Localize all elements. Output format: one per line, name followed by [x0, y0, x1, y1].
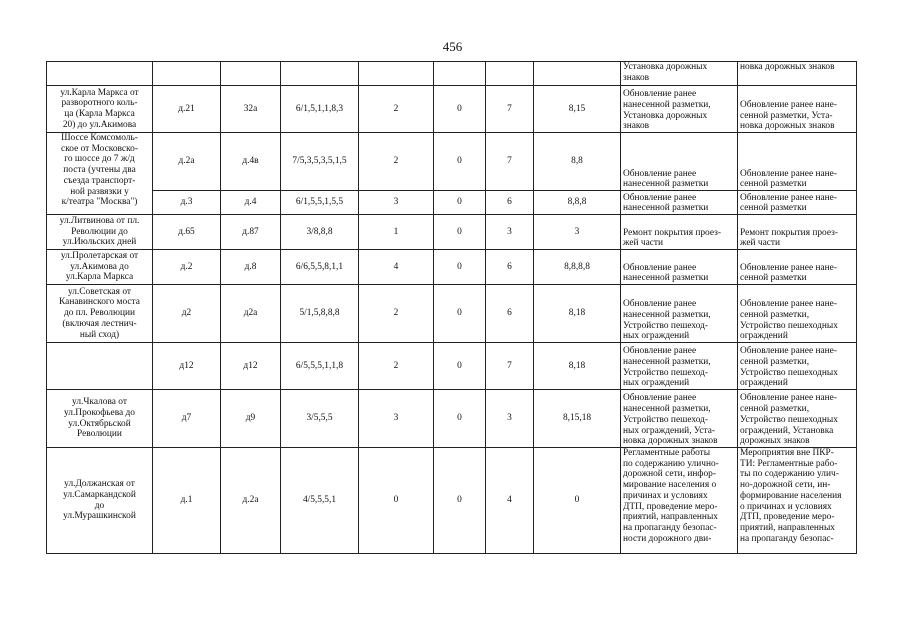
value-cell-c7: 8,15 — [534, 86, 621, 133]
value-cell-c6: 6 — [486, 250, 534, 285]
value-cell-c5: 0 — [434, 448, 486, 554]
measures-cell-line: Установка дорожных — [623, 62, 708, 72]
street-cell-line: к/театра "Москва") — [61, 197, 138, 208]
value-cell-c6: 6 — [486, 285, 534, 343]
measures-cell-line: нанесенной разметки, — [623, 404, 711, 415]
note-cell-line: ограждений — [740, 331, 788, 342]
value-cell-c5: 0 — [434, 250, 486, 285]
value-cell-c7: 8,8,8 — [534, 191, 621, 215]
value-cell-c5: 0 — [434, 86, 486, 133]
value-cell-c4: 2 — [359, 285, 434, 343]
street-cell-line: ул.Мурашкинской — [63, 511, 136, 522]
value-cell-c4 — [359, 62, 434, 86]
street-cell-line: ул.Прокофьева до — [64, 407, 135, 418]
street-cell — [47, 86, 153, 133]
street-cell — [47, 448, 153, 554]
measures-cell-line: Устройство пешеход- — [623, 320, 708, 331]
street-cell-line: Канавинского моста — [59, 297, 140, 308]
measures-cell-line: ных ограждений — [623, 331, 690, 342]
value-cell-c4: 3 — [359, 390, 434, 448]
measures-cell-line: знаков — [623, 72, 650, 83]
value-cell-c7: 3 — [534, 215, 621, 250]
note-cell-line: формирование населения — [740, 490, 842, 501]
measures-cell — [621, 250, 738, 285]
value-cell-c4: 1 — [359, 215, 434, 250]
value-cell-c2: д9 — [221, 390, 281, 448]
value-cell-c6 — [486, 62, 534, 86]
street-cell-line: (включая лестнич- — [62, 318, 137, 329]
measures-cell — [621, 191, 738, 215]
value-cell-c1: д.2 — [153, 250, 221, 285]
note-cell-line: на пропаганду безопас- — [740, 533, 834, 544]
value-cell-c3: 6/6,5,5,8,1,1 — [281, 250, 359, 285]
measures-cell-line: Регламентные работы — [623, 448, 711, 458]
measures-cell-line: знаков — [623, 121, 650, 132]
measures-cell-line: Обновление ранее — [623, 346, 697, 357]
value-cell-c3 — [281, 62, 359, 86]
value-cell-c1: д.65 — [153, 215, 221, 250]
value-cell-c6: 7 — [486, 133, 534, 191]
value-cell-c5: 0 — [434, 390, 486, 448]
note-cell-line: Обновление ранее нане- — [740, 192, 837, 203]
value-cell-c5: 0 — [434, 191, 486, 215]
value-cell-c5: 0 — [434, 285, 486, 343]
measures-cell-line: Ремонт покрытия проез- — [623, 227, 721, 238]
value-cell-c4: 2 — [359, 343, 434, 390]
street-cell-line: разворотного коль- — [61, 98, 138, 109]
measures-cell-line: на пропаганду безопас- — [623, 522, 717, 533]
table-row — [47, 448, 857, 554]
measures-cell-line: Устройство пешеход- — [623, 367, 708, 378]
note-cell — [738, 86, 857, 133]
table-row — [47, 343, 857, 390]
street-cell-line: поста (учтены два — [63, 165, 136, 176]
note-cell — [738, 133, 857, 191]
street-cell — [47, 285, 153, 343]
measures-cell — [621, 343, 738, 390]
measures-cell-line: Установка дорожных — [623, 110, 708, 121]
note-cell-line: новка дорожных знаков — [740, 62, 835, 72]
note-cell — [738, 62, 857, 86]
street-cell-line: ул.Должанская от — [64, 479, 135, 490]
street-cell-line: ца (Карла Маркса — [64, 109, 135, 119]
measures-cell — [621, 62, 738, 86]
table-row — [47, 191, 857, 215]
street-cell-line: ной развязки у — [70, 186, 129, 197]
note-cell-line: сенной разметки, Уста- — [740, 110, 833, 121]
measures-cell-line: Обновление ранее — [623, 89, 697, 100]
street-cell-line: Революции до — [71, 226, 128, 237]
value-cell-c1: д.2а — [153, 133, 221, 191]
value-cell-c5: 0 — [434, 215, 486, 250]
measures-cell-line: приятий, направленных — [623, 512, 718, 523]
value-cell-c5: 0 — [434, 343, 486, 390]
note-cell-line: Ремонт покрытия проез- — [740, 227, 838, 238]
street-cell-line: до — [94, 500, 105, 511]
value-cell-c3: 6/1,5,1,1,8,3 — [281, 86, 359, 133]
value-cell-c2: 32а — [221, 86, 281, 133]
note-cell-line: Обновление ранее нане- — [740, 262, 837, 273]
road-works-table — [46, 61, 857, 554]
note-cell-line: сенной разметки, — [740, 356, 810, 367]
value-cell-c1: д.21 — [153, 86, 221, 133]
note-cell-line: ограждений — [740, 378, 788, 389]
measures-cell-line: Обновление ранее — [623, 299, 697, 310]
measures-cell-line: нанесенной разметки, — [623, 309, 711, 320]
measures-cell-line: Устройство пешеход- — [623, 414, 708, 425]
measures-cell-line: мирование населения о — [623, 480, 717, 491]
note-cell-line: сенной разметки — [740, 203, 807, 214]
value-cell-c1: д12 — [153, 343, 221, 390]
value-cell-c7: 8,8 — [534, 133, 621, 191]
measures-cell-line: дорожной сети, инфор- — [623, 469, 716, 480]
street-cell-line: ул.Карла Маркса от — [60, 87, 139, 98]
measures-cell-line: жей части — [623, 238, 664, 249]
note-cell-line: ты по содержанию улич- — [740, 469, 839, 480]
note-cell-line: Устройство пешеходных — [740, 414, 838, 425]
value-cell-c2: д.4 — [221, 191, 281, 215]
note-cell-line: сенной разметки, — [740, 309, 810, 320]
street-cell-line: ул.Самаркандской — [63, 489, 136, 500]
value-cell-c3: 6/1,5,5,1,5,5 — [281, 191, 359, 215]
note-cell-line: дорожных знаков — [740, 436, 810, 447]
value-cell-c3: 5/1,5,8,8,8 — [281, 285, 359, 343]
value-cell-c1: д.1 — [153, 448, 221, 554]
note-cell — [738, 191, 857, 215]
measures-cell-line: нанесенной разметки, — [623, 99, 711, 110]
street-cell-line: ул.Литвинова от пл. — [59, 215, 140, 226]
street-cell — [47, 133, 153, 215]
note-cell-line: Обновление ранее нане- — [740, 299, 837, 310]
street-cell-line: съезда транспорт- — [63, 175, 136, 186]
table-row — [47, 215, 857, 250]
note-cell — [738, 250, 857, 285]
value-cell-c6: 6 — [486, 191, 534, 215]
measures-cell-line: ДТП, проведение меро- — [623, 501, 718, 512]
note-cell-line: Обновление ранее нане- — [740, 99, 837, 110]
street-cell — [47, 62, 153, 86]
measures-cell — [621, 448, 738, 554]
measures-cell-line: нанесенной разметки — [623, 203, 709, 214]
value-cell-c7: 8,8,8,8 — [534, 250, 621, 285]
street-cell — [47, 215, 153, 250]
table-row — [47, 390, 857, 448]
note-cell-line: сенной разметки — [740, 179, 807, 190]
note-cell-line: жей части — [740, 238, 781, 249]
measures-cell-line: Обновление ранее — [623, 393, 697, 404]
street-cell-line: до пл. Революции — [63, 308, 136, 319]
measures-cell — [621, 285, 738, 343]
value-cell-c2: д2а — [221, 285, 281, 343]
measures-cell — [621, 390, 738, 448]
note-cell-line: Обновление ранее нане- — [740, 393, 837, 404]
value-cell-c3: 3/8,8,8 — [281, 215, 359, 250]
measures-cell-line: ных ограждений — [623, 378, 690, 389]
table-row — [47, 62, 857, 86]
note-cell-line: ограждений, Установка — [740, 425, 834, 436]
value-cell-c4: 3 — [359, 191, 434, 215]
note-cell-line: приятий, направленных — [740, 522, 835, 533]
note-cell — [738, 285, 857, 343]
value-cell-c2: д12 — [221, 343, 281, 390]
note-cell-line: сенной разметки — [740, 273, 807, 284]
value-cell-c7: 8,18 — [534, 285, 621, 343]
street-cell-line: ул.Чкалова от — [72, 397, 127, 408]
measures-cell — [621, 133, 738, 191]
value-cell-c3: 4/5,5,5,1 — [281, 448, 359, 554]
note-cell-line: о причинах и условиях — [740, 501, 832, 512]
measures-cell — [621, 215, 738, 250]
street-cell — [47, 343, 153, 390]
note-cell-line: ТИ: Регламентные рабо- — [740, 458, 838, 469]
street-cell-line: ское от Московско- — [61, 143, 138, 154]
measures-cell-line: новка дорожных знаков — [623, 436, 718, 447]
value-cell-c2: д.87 — [221, 215, 281, 250]
note-cell-line: новка дорожных знаков — [740, 121, 835, 132]
value-cell-c2: д.8 — [221, 250, 281, 285]
note-cell-line: Мероприятия вне ПКР- — [740, 448, 834, 458]
measures-cell-line: ных ограждений, Уста- — [623, 425, 716, 436]
measures-cell-line: ности дорожного дви- — [623, 533, 712, 544]
value-cell-c5: 0 — [434, 133, 486, 191]
value-cell-c7: 0 — [534, 448, 621, 554]
value-cell-c6: 4 — [486, 448, 534, 554]
measures-cell — [621, 86, 738, 133]
value-cell-c5 — [434, 62, 486, 86]
value-cell-c4: 2 — [359, 133, 434, 191]
street-cell — [47, 250, 153, 285]
value-cell-c6: 3 — [486, 215, 534, 250]
note-cell-line: Устройство пешеходных — [740, 367, 838, 378]
value-cell-c7 — [534, 62, 621, 86]
measures-cell-line: Обновление ранее — [623, 192, 697, 203]
value-cell-c2: д.4в — [221, 133, 281, 191]
street-cell-line: ул.Советская от — [67, 286, 132, 297]
value-cell-c1: д7 — [153, 390, 221, 448]
value-cell-c3: 7/5,3,5,3,5,1,5 — [281, 133, 359, 191]
measures-cell-line: по содержанию улично- — [623, 458, 719, 469]
street-cell-line: ул.Пролетарская от — [60, 250, 139, 261]
value-cell-c4: 0 — [359, 448, 434, 554]
table-row — [47, 250, 857, 285]
value-cell-c6: 7 — [486, 343, 534, 390]
street-cell-line: ул.Октябрьской — [68, 418, 131, 429]
note-cell-line: ДТП, проведение меро- — [740, 512, 835, 523]
note-cell-line: сенной разметки, — [740, 404, 810, 415]
note-cell — [738, 343, 857, 390]
note-cell-line: но-дорожной сети, ин- — [740, 480, 831, 491]
note-cell — [738, 215, 857, 250]
street-cell-line: Шоссе Комсомоль- — [61, 133, 138, 143]
table-row — [47, 86, 857, 133]
value-cell-c3: 3/5,5,5 — [281, 390, 359, 448]
table-row — [47, 133, 857, 191]
measures-cell-line: Обновление ранее — [623, 262, 697, 273]
value-cell-c2: д.2а — [221, 448, 281, 554]
value-cell-c6: 7 — [486, 86, 534, 133]
street-cell — [47, 390, 153, 448]
measures-cell-line: нанесенной разметки, — [623, 356, 711, 367]
value-cell-c1: д.3 — [153, 191, 221, 215]
note-cell — [738, 448, 857, 554]
value-cell-c6: 3 — [486, 390, 534, 448]
value-cell-c2 — [221, 62, 281, 86]
note-cell-line: Обновление ранее нане- — [740, 346, 837, 357]
value-cell-c1: д2 — [153, 285, 221, 343]
note-cell-line: Устройство пешеходных — [740, 320, 838, 331]
measures-cell-line: Обновление ранее — [623, 168, 697, 179]
street-cell-line: ный сход) — [79, 329, 120, 340]
value-cell-c4: 2 — [359, 86, 434, 133]
street-cell-line: го шоссе до 7 ж/д — [64, 154, 135, 165]
value-cell-c7: 8,15,18 — [534, 390, 621, 448]
note-cell — [738, 390, 857, 448]
value-cell-c1 — [153, 62, 221, 86]
street-cell-line: Революции — [77, 429, 122, 440]
street-cell-line: ул.Июльских дней — [62, 237, 137, 248]
measures-cell-line: нанесенной разметки — [623, 273, 709, 284]
value-cell-c4: 4 — [359, 250, 434, 285]
street-cell-line: 20) до ул.Акимова — [62, 119, 137, 130]
value-cell-c7: 8,18 — [534, 343, 621, 390]
note-cell-line: Обновление ранее нане- — [740, 168, 837, 179]
table-row — [47, 285, 857, 343]
measures-cell-line: нанесенной разметки — [623, 179, 709, 190]
page-number: 456 — [442, 39, 463, 54]
street-cell-line: ул.Карла Маркса — [65, 272, 134, 283]
measures-cell-line: причинах и условиях — [623, 490, 708, 501]
value-cell-c3: 6/5,5,5,1,1,8 — [281, 343, 359, 390]
street-cell-line: ул.Акимова до — [70, 261, 129, 272]
